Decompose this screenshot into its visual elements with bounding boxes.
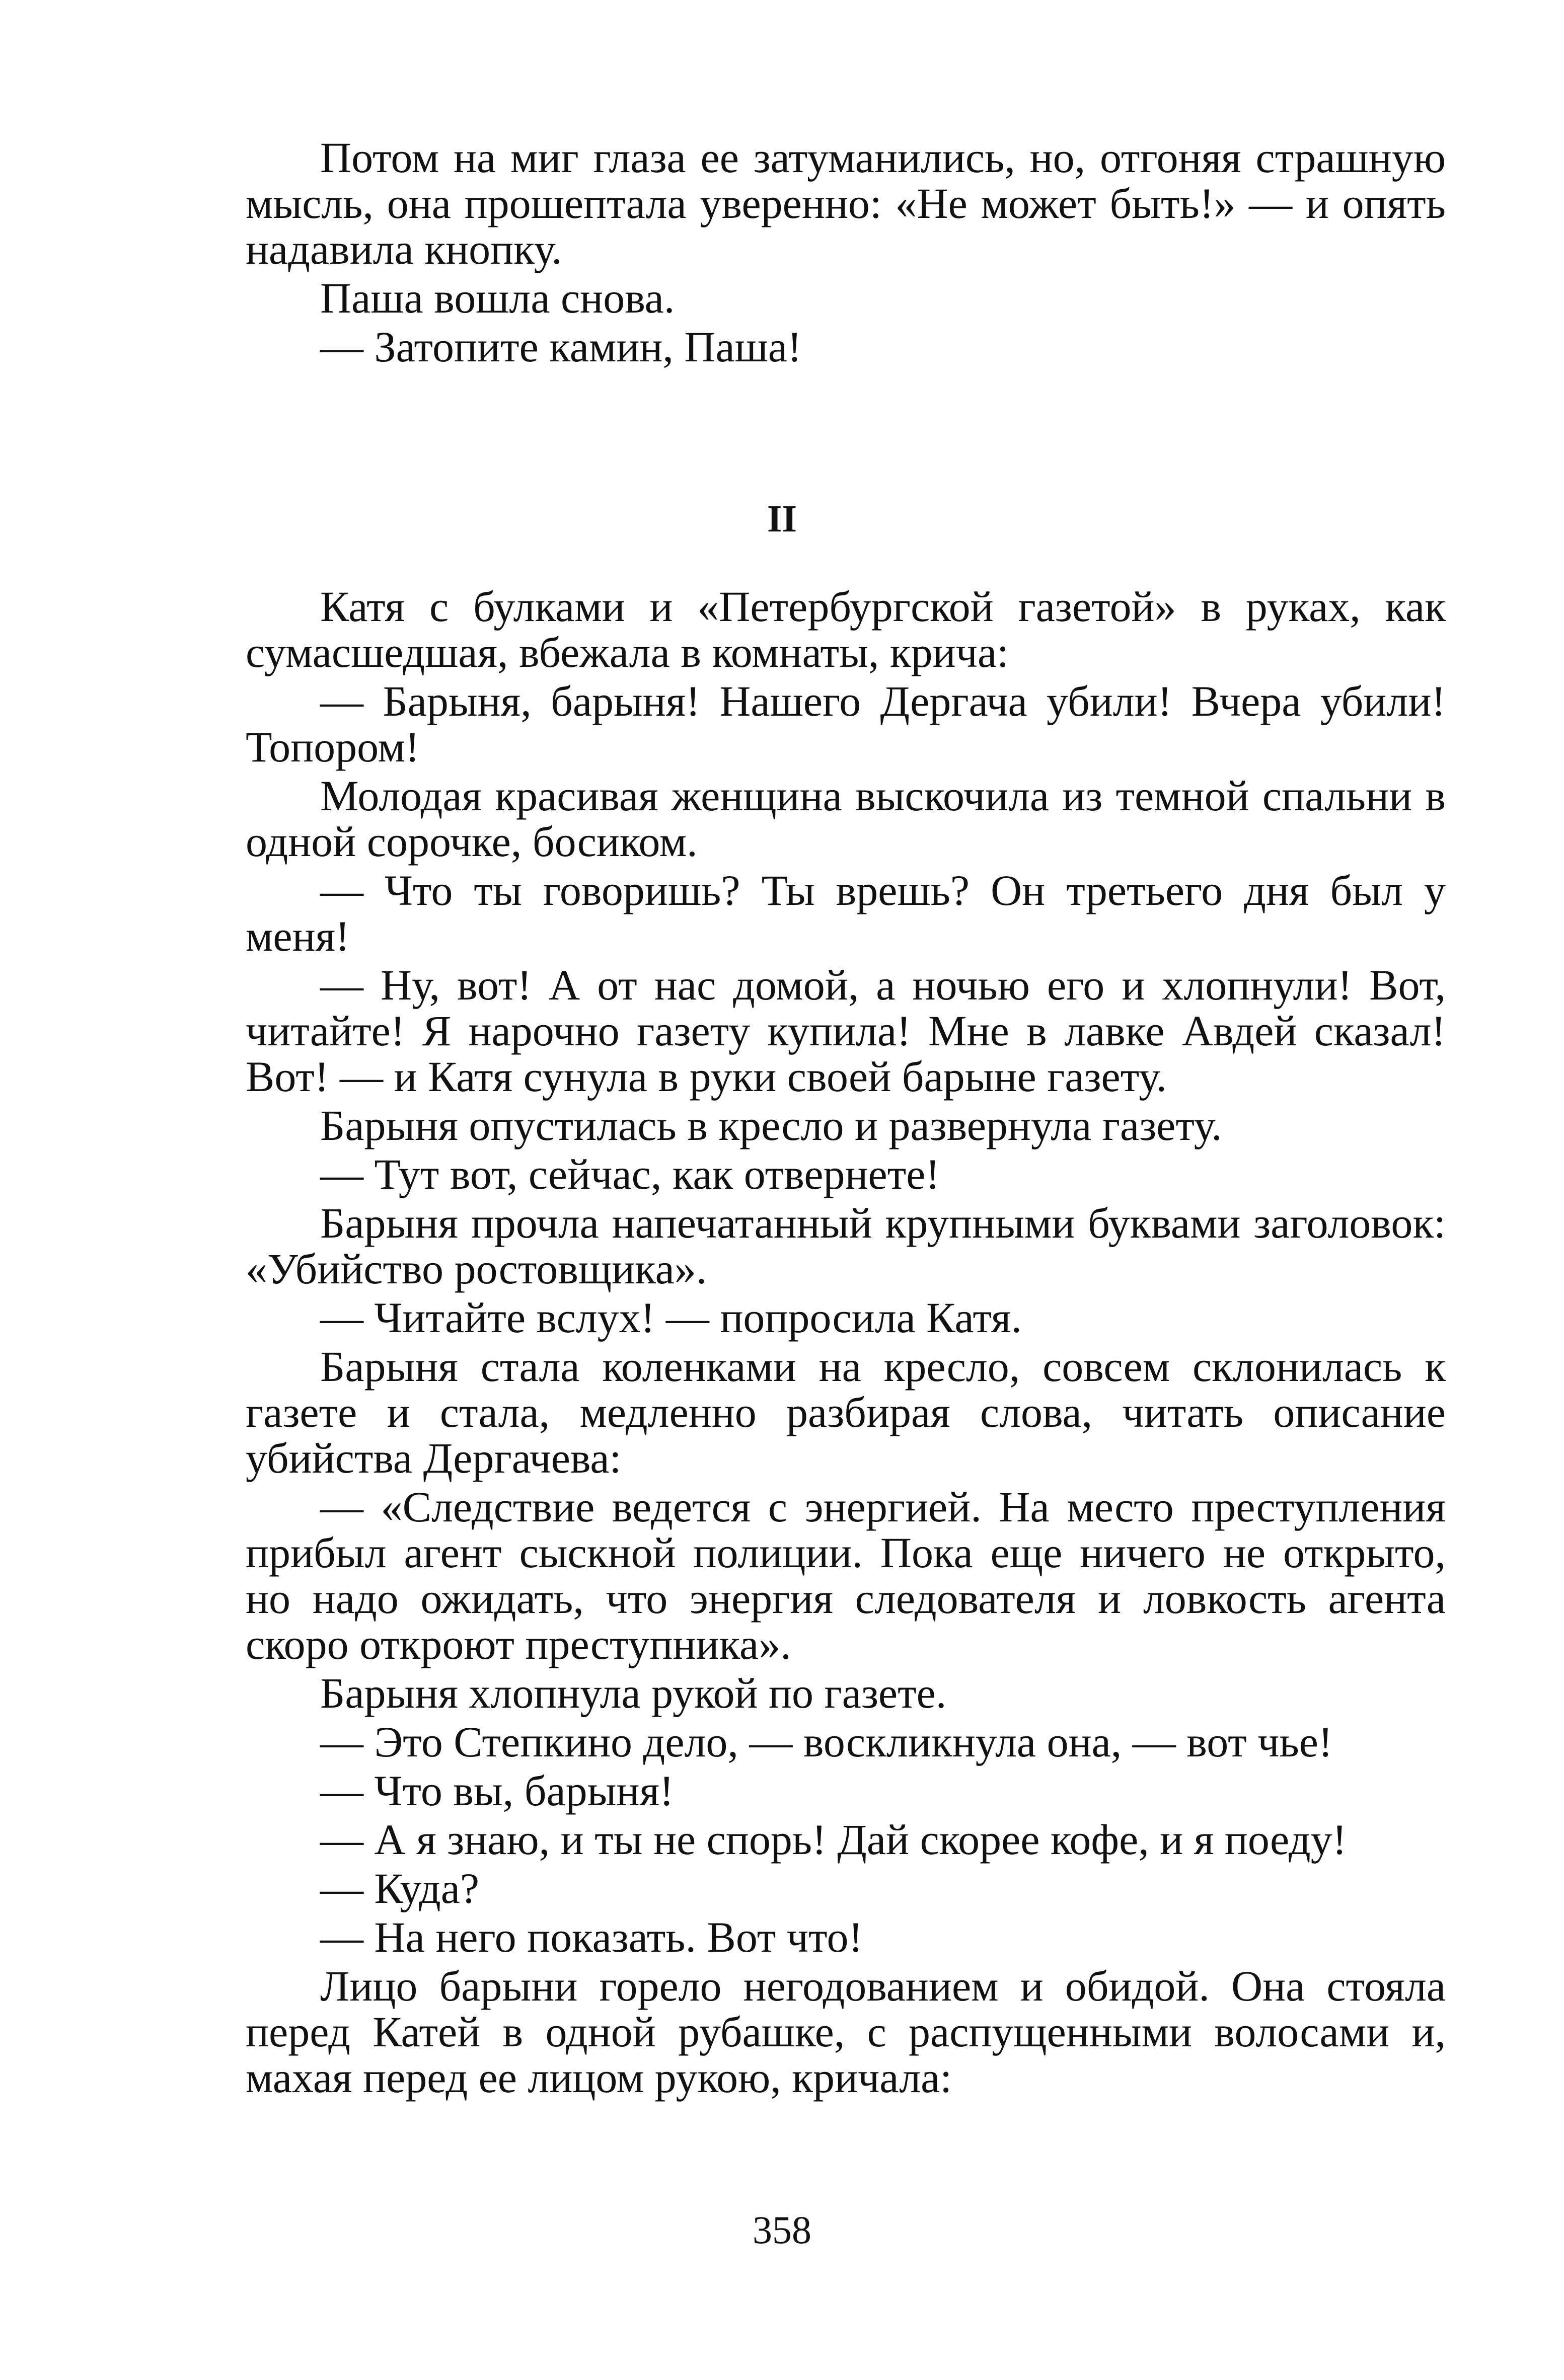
paragraph: Барыня стала коленками на кресло, совсем склонилась к газете и стала, медленно разбирая слова, читать описание убийства Дергачева:: [246, 1342, 1446, 1482]
paragraph: Барыня хлопнула рукой по газете.: [320, 1669, 947, 1717]
paragraph: Потом на миг глаза ее затуманились, но, отгоняя страшную мысль, она прошептала уверенно: «Не может быть!» — и опять надавила кнопку.: [246, 133, 1446, 273]
paragraph: Барыня прочла напечатанный крупными буквами заголовок: «Убийство ростовщика».: [246, 1199, 1446, 1293]
section-number: II: [767, 498, 797, 540]
paragraph: — Затопите камин, Паша!: [320, 323, 802, 371]
paragraph: Паша вошла снова.: [320, 274, 675, 322]
paragraph: — Ну, вот! А от нас домой, а ночью его и хлопнули! Вот, читайте! Я нарочно газету купила! Мне в лавке Авдей сказал! Вот! — и Катя сунула в руки своей барыне газету.: [246, 961, 1446, 1101]
paragraph: — Барыня, барыня! Нашего Дергача убили! Вчера убили! Топором!: [246, 677, 1446, 771]
paragraph: — Что ты говоришь? Ты врешь? Он третьего дня был у меня!: [246, 866, 1446, 960]
paragraph: — Тут вот, сейчас, как отвернете!: [320, 1150, 940, 1198]
paragraph: Молодая красивая женщина выскочила из темной спальни в одной сорочке, босиком.: [246, 772, 1446, 866]
page-number: 358: [753, 2208, 811, 2252]
paragraph: — На него показать. Вот что!: [320, 1913, 863, 1961]
top-text-block: [246, 135, 1446, 373]
paragraph: Катя с булками и «Петербургской газетой» в руках, как сумасшедшая, вбежала в комнаты, крича:: [246, 582, 1446, 676]
paragraph: — Читайте вслух! — попросила Катя.: [320, 1293, 1022, 1342]
paragraph: — Куда?: [320, 1864, 480, 1912]
paragraph: — Это Степкино дело, — воскликнула она, — вот чье!: [320, 1718, 1333, 1766]
paragraph: Лицо барыни горело негодованием и обидой. Она стояла перед Катей в одной рубашке, с распущенными волосами и, махая перед ее лицом рукою, кричала:: [246, 1962, 1446, 2102]
paragraph: — «Следствие ведется с энергией. На место преступления прибыл агент сыскной полиции. Пока еще ничего не открыто, но надо ожидать, что энергия следователя и ловкость агента скоро откроют преступника».: [246, 1483, 1446, 1668]
main-text-block: [246, 584, 1446, 2104]
paragraph: — Что вы, барыня!: [320, 1767, 674, 1815]
paragraph: — А я знаю, и ты не спорь! Дай скорее кофе, и я поеду!: [320, 1815, 1347, 1864]
paragraph: Барыня опустилась в кресло и развернула газету.: [320, 1101, 1222, 1149]
